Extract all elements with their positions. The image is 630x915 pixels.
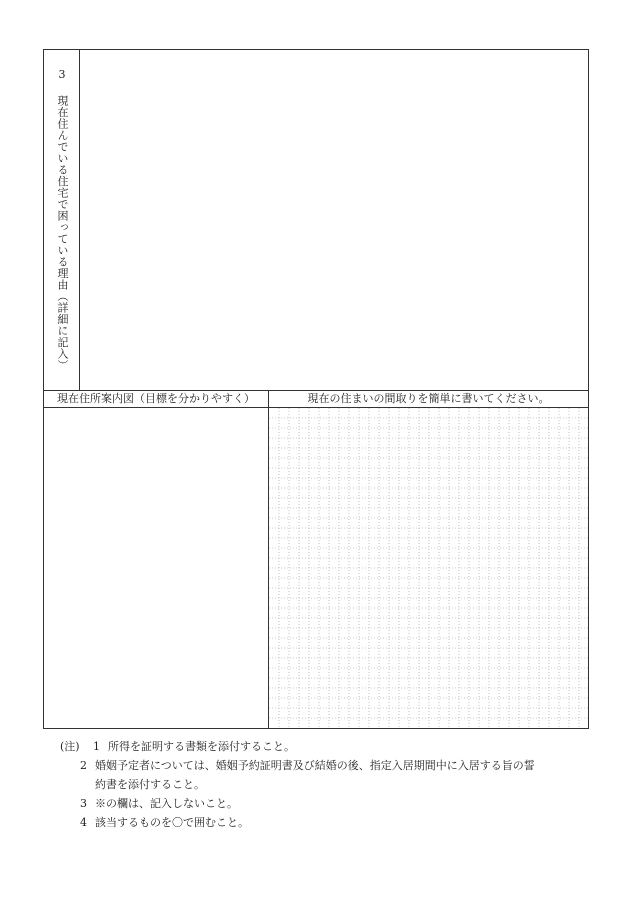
notes-prefix: (注) [60, 740, 80, 753]
floorplan-grid [269, 408, 589, 728]
section3-label-column [44, 50, 80, 391]
map-header: 現在住所案内図（目標を分かりやすく） [44, 391, 269, 407]
floorplan-grid-area[interactable] [269, 408, 588, 728]
note-item: 3 ※の欄は、記入しないこと。 [80, 797, 238, 810]
section3-reason-field[interactable] [80, 50, 588, 391]
notes [60, 737, 600, 832]
note-item: 4 該当するものを〇で囲むこと。 [80, 816, 249, 829]
location-map-area[interactable] [44, 408, 269, 728]
application-form [43, 49, 589, 729]
attachment-header-row [44, 391, 588, 408]
note-item-continuation: 約書を添付すること。 [95, 778, 205, 791]
section3-label: 現在住んでいる住宅で困っている理由（詳細に記入） [56, 95, 69, 371]
note-item: (注) 1 所得を証明する書類を添付すること。 [60, 737, 600, 756]
note-item: 2 婚姻予定者については、婚姻予約証明書及び結婚の後、指定入居期間中に入居する旨の誓 [80, 759, 535, 772]
section3-number: 3 [58, 68, 66, 81]
floorplan-header: 現在の住まいの間取りを簡単に書いてください。 [307, 392, 550, 405]
